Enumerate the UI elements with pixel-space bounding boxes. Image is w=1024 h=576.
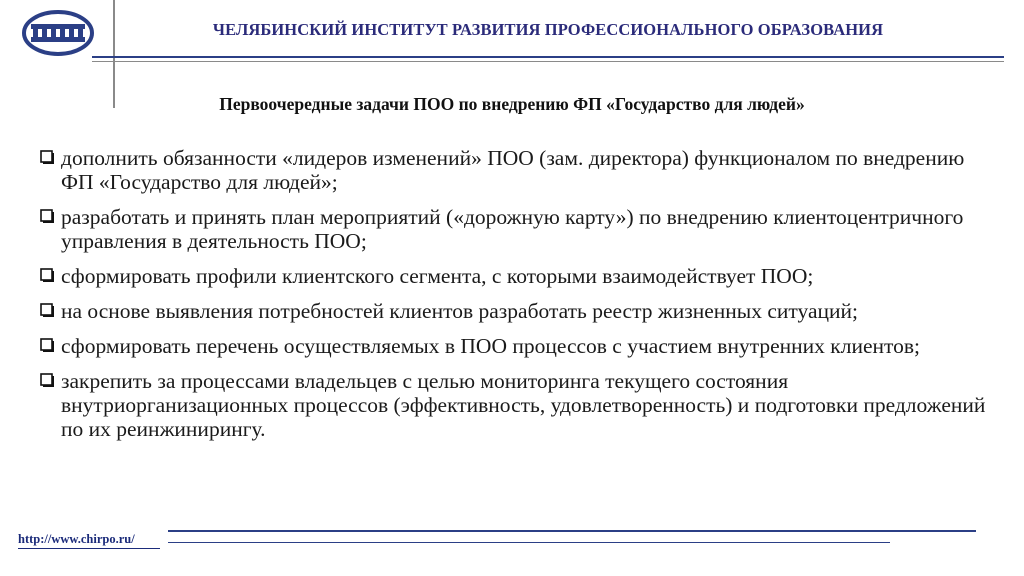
task-item: [40, 334, 990, 358]
task-text: разработать и принять план мероприятий («дорожную карту») по внедрению клиентоцентричного управления в деятельность ПОО;: [61, 205, 964, 253]
task-item: [40, 299, 990, 323]
header-divider: [92, 56, 1004, 58]
checkbox-bullet-icon: [40, 150, 54, 164]
website-link-underline: [18, 548, 160, 549]
institute-name: ЧЕЛЯБИНСКИЙ ИНСТИТУТ РАЗВИТИЯ ПРОФЕССИОНАЛЬНОГО ОБРАЗОВАНИЯ: [212, 20, 884, 39]
task-item: [40, 264, 990, 288]
task-text: на основе выявления потребностей клиентов разработать реестр жизненных ситуаций;: [61, 299, 859, 323]
task-text: дополнить обязанности «лидеров изменений» ПОО (зам. директора) функционалом по внедрению ФП «Государство для людей»;: [61, 146, 965, 194]
task-item: [40, 205, 990, 253]
checkbox-bullet-icon: [40, 303, 54, 317]
footer-divider-thin: [168, 542, 890, 543]
header-divider-thin: [92, 61, 1004, 62]
task-list: [40, 146, 990, 452]
chirpo-logo-icon: [22, 10, 94, 56]
checkbox-bullet-icon: [40, 338, 54, 352]
slide-title: Первоочередные задачи ПОО по внедрению ФП «Государство для людей»: [219, 94, 805, 114]
task-text: закрепить за процессами владельцев с целью мониторинга текущего состояния внутриорганизационных процессов (эффективность, удовлетворенность) и подготовки предложений по их реинжинирингу.: [61, 369, 986, 441]
checkbox-bullet-icon: [40, 268, 54, 282]
task-item: [40, 369, 990, 441]
checkbox-bullet-icon: [40, 373, 54, 387]
website-link[interactable]: http://www.chirpo.ru/: [18, 532, 135, 546]
task-item: [40, 146, 990, 194]
task-text: сформировать перечень осуществляемых в ПОО процессов с участием внутренних клиентов;: [61, 334, 921, 358]
footer-divider: [168, 530, 976, 532]
task-text: сформировать профили клиентского сегмента, с которыми взаимодействует ПОО;: [61, 264, 814, 288]
header-vertical-divider: [113, 0, 115, 108]
checkbox-bullet-icon: [40, 209, 54, 223]
